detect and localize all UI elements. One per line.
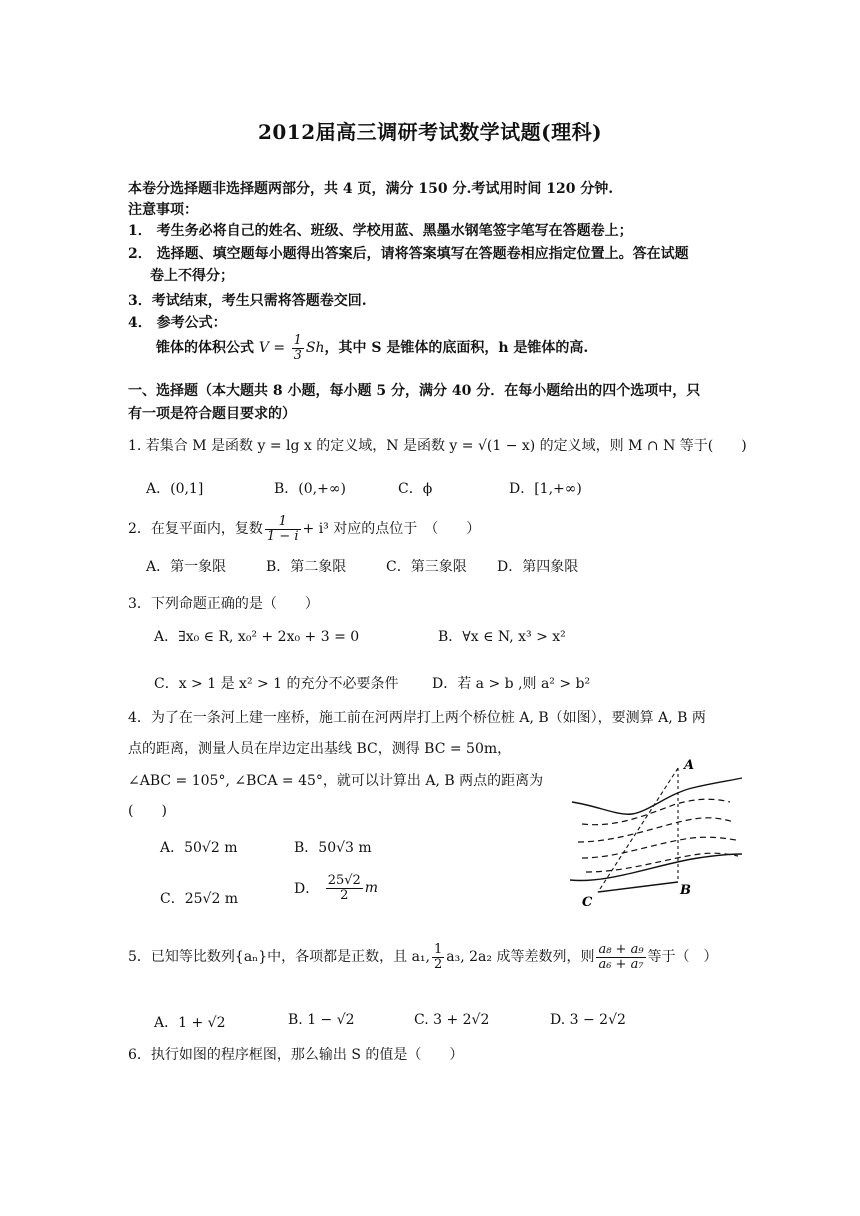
intro-summary: 本卷分选择题非选择题两部分，共 4 页，满分 150 分.考试用时间 120 分钟.	[128, 181, 614, 197]
notice-3: 3．考试结束，考生只需将答题卷交回.	[128, 293, 367, 309]
question-1-stem: 1. 若集合 M 是函数 y = lg x 的定义域，N 是函数 y = √(1 − x) 的定义域，则 M ∩ N 等于( )	[128, 438, 747, 454]
question-2-option-b: B．第二象限	[266, 559, 347, 575]
question-3-option-b: B．∀x ∈ N, x³ > x²	[438, 629, 566, 645]
question-1-option-b: B．(0,+∞)	[274, 481, 346, 497]
question-1-option-c: C．ϕ	[398, 481, 433, 497]
question-4-line-2: 点的距离，测量人员在岸边定出基线 BC，测得 BC = 50m，	[128, 741, 512, 757]
question-4-line-3: ∠ABC = 105°, ∠BCA = 45°，就可以计算出 A, B 两点的距离为	[128, 773, 544, 789]
question-2-option-d: D．第四象限	[497, 559, 579, 575]
formula-line	[156, 334, 588, 362]
question-4-option-b: B．50√3 m	[294, 840, 372, 856]
notice-2b: 卷上不得分；	[150, 268, 234, 284]
page-title: 2012届高三调研考试数学试题(理科)	[257, 120, 603, 144]
notice-heading: 注意事项：	[128, 202, 198, 218]
notice-1: 1． 考生务必将自己的姓名、班级、学校用蓝、黑墨水钢笔签字笔写在答题卷上；	[128, 223, 633, 239]
question-5-stem: 5．已知等比数列{aₙ}中，各项都是正数，且 a₁, $\frac{1}{2}$ a₃, 2a₂ 成等差数列，则 $\frac{\text{a₈ + a₉}}{\text{a₆ + a₇}}$ 等于（ ）	[128, 942, 718, 972]
question-2-suffix: + i³ 对应的点位于 （ ）	[302, 521, 481, 538]
question-2-prefix: 2．在复平面内，复数	[128, 521, 263, 538]
section-heading-2: 有一项是符合题目要求的）	[128, 406, 296, 422]
question-4-option-c: C．25√2 m	[160, 891, 239, 907]
question-5-option-d: D. 3 − 2√2	[550, 1012, 626, 1028]
question-4-line-4: ( )	[128, 803, 167, 819]
question-1-option-a: A．(0,1]	[146, 481, 204, 497]
diagram-label-c: C	[582, 895, 593, 910]
question-5-prefix: 5．已知等比数列{aₙ}中，各项都是正数，且 a₁,	[128, 949, 430, 966]
question-3-option-c: C．x > 1 是 x² > 1 的充分不必要条件	[154, 676, 399, 692]
question-4-option-a: A．50√2 m	[160, 840, 238, 856]
question-5-option-a: A．1 + √2	[154, 1015, 226, 1031]
question-2-option-c: C．第三象限	[386, 559, 467, 575]
question-5-option-b: B. 1 − √2	[288, 1012, 355, 1028]
question-2-option-a: A．第一象限	[146, 559, 227, 575]
formula-prefix: 锥体的体积公式	[156, 340, 254, 357]
diagram-label-b: B	[680, 883, 691, 898]
question-4-option-d: D． $\frac{25√2}{2}$ m	[294, 873, 379, 903]
formula-suffix: ，其中 S 是锥体的底面积，h 是锥体的高.	[324, 340, 589, 357]
question-5-suffix: 等于（ ）	[647, 949, 718, 966]
notice-2a: 2． 选择题、填空题每小题得出答案后，请将答案填写在答题卷相应指定位置上。答在试题	[128, 246, 689, 262]
question-3-stem: 3．下列命题正确的是（ ）	[128, 596, 319, 612]
question-3-option-d: D．若 a > b ,则 a² > b²	[432, 676, 591, 692]
diagram-label-a: A	[684, 758, 695, 773]
question-4-option-d-unit: m	[364, 880, 379, 897]
notice-4: 4． 参考公式：	[128, 315, 227, 331]
question-5-middle: a₃, 2a₂ 成等差数列，则	[446, 949, 595, 966]
question-1-option-d: D．[1,+∞)	[509, 481, 582, 497]
question-6-stem: 6．执行如图的程序框图，那么输出 S 的值是（ ）	[128, 1047, 464, 1063]
question-4-option-d-label: D．	[294, 881, 320, 898]
question-3-option-a: A．∃x₀ ∈ R, x₀² + 2x₀ + 3 = 0	[154, 629, 360, 645]
question-2-stem: 2．在复平面内，复数 $\frac{1}{1 - i}$ + i³ 对应的点位于 （ ）	[128, 514, 481, 544]
volume-formula: V = $\frac{1}{3}$ Sh	[258, 333, 325, 363]
question-4-line-1: 4．为了在一条河上建一座桥，施工前在河两岸打上两个桥位桩 A, B（如图），要测算 A, B 两	[128, 710, 706, 726]
river-bridge-diagram	[568, 754, 748, 912]
question-5-option-c: C. 3 + 2√2	[414, 1012, 490, 1028]
section-heading-1: 一、选择题（本大题共 8 小题，每小题 5 分，满分 40 分．在每小题给出的四个选项中，只	[128, 383, 701, 399]
